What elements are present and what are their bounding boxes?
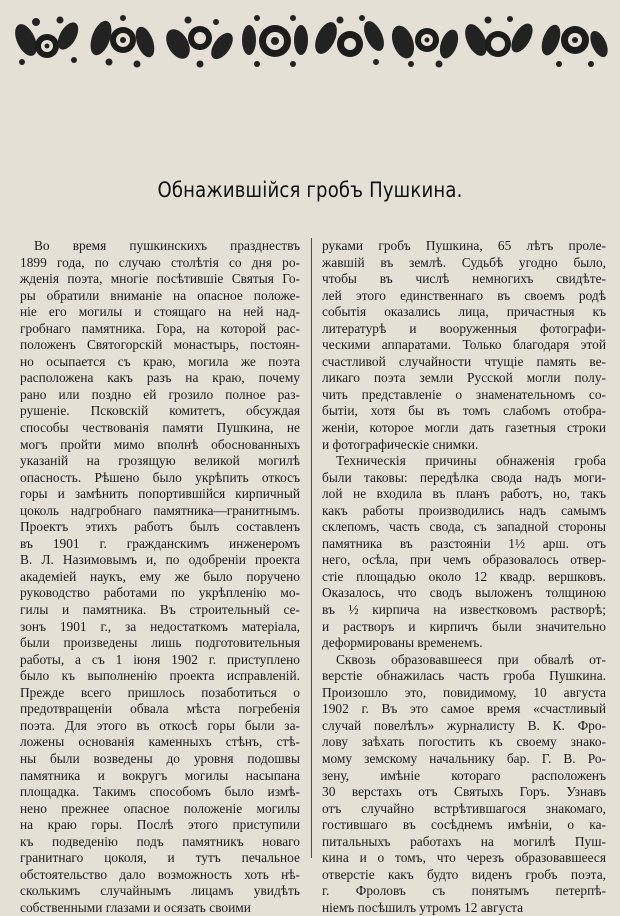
text-line: нено прежнее опасное положеніе могилы <box>20 800 300 816</box>
text-line: какъ работы производились надъ самымъ <box>322 502 606 518</box>
text-line: отъ случайно встрѣтившагося знакомаго, <box>322 800 606 816</box>
text-line: къ подведенію подъ памятникъ новаго <box>20 833 300 849</box>
text-line: Оказалось, что сводъ выложенъ толщиною <box>322 585 606 601</box>
text-line: положенъ Святогорскій монастырь, постоян- <box>20 337 300 353</box>
text-line: предотвращеніи обвала мѣста погребенія <box>20 701 300 717</box>
text-line: событія оказались лица, причастныя къ <box>322 304 606 320</box>
article-column-left <box>20 238 300 916</box>
text-line: Произошло это, повидимому, 10 августа <box>322 684 606 700</box>
floral-ornament-header <box>14 10 608 72</box>
text-line: способы чествованія памяти Пушкина, не <box>20 420 300 436</box>
text-line: ложены основанія каменныхъ стѣнъ, стѣ- <box>20 734 300 750</box>
text-line: руками гробъ Пушкина, 65 лѣтъ проле- <box>322 238 606 253</box>
text-line: женіи, которое могли дать газетныя строки <box>322 420 606 436</box>
text-line: въ ½ кирпича на известковомъ растворѣ; <box>322 602 606 618</box>
article-title: Обнажившійся гробъ Пушкина. <box>157 178 463 202</box>
text-line: гилы и памятника. Въ строительный се- <box>20 602 300 618</box>
text-line: горы и замѣнить попортившійся кирпичный <box>20 486 300 502</box>
text-line: памятника и вокругъ могилы насыпана <box>20 767 300 783</box>
text-line: были таковы: передѣлка свода надъ моги- <box>322 469 606 485</box>
text-line: площадка. Такимъ способомъ было измѣ- <box>20 784 300 800</box>
text-line: отверстіе какъ будто виденъ гробъ поэта, <box>322 866 606 882</box>
text-line: случай повелѣлъ» журналисту В. К. Фро- <box>322 717 606 733</box>
text-line: обстоятельство дало возможность хоть нѣ- <box>20 866 300 882</box>
text-line: было къ выполненію проекта исправленій. <box>20 668 300 684</box>
text-line: поэта. Для этого въ откосѣ горы были за- <box>20 717 300 733</box>
text-line: зену, имѣніе котораго расположенъ <box>322 767 606 783</box>
text-line: но осыпается съ краю, могила же поэта <box>20 353 300 369</box>
text-line: Техническія причины обнаженія гроба <box>336 453 606 469</box>
text-line: чить представленіе о знаменательномъ со- <box>322 386 606 402</box>
text-line: г. Фроловъ съ понятымъ петерпѣ- <box>322 883 606 899</box>
article-column-right <box>322 238 606 916</box>
text-line: Прежде всего пришлось позаботиться о <box>20 684 300 700</box>
text-line: собственными глазами и осязать своими <box>20 899 251 915</box>
text-line: 30 верстахъ отъ Святыхъ Горъ. Узнавъ <box>322 784 606 800</box>
text-line: деформированы временемъ. <box>322 635 483 651</box>
text-line: Сквозь образовавшееся при обвалѣ от- <box>336 651 606 667</box>
text-line: бытіи, хотя бы въ томъ слабомъ отобра- <box>322 403 606 419</box>
text-line: счастливой случайности чтущіе память ве- <box>322 353 606 369</box>
text-line: могъ пройти мимо вполнѣ обоснованныхъ <box>20 436 300 452</box>
text-line: лой не входила въ планъ работъ, но, такъ <box>322 486 606 502</box>
text-line: цоколь надгробнаго памятника—гранитнымъ. <box>20 502 300 518</box>
text-line: него, осѣла, при чемъ образовалось отвер- <box>322 552 606 568</box>
text-line: ніемъ посѣшилъ утромъ 12 августа <box>322 899 524 915</box>
text-line: Во время пушкинскихъ празднествъ <box>34 238 300 253</box>
text-line: 1899 года, по случаю столѣтія со дня ро- <box>20 254 300 270</box>
text-line: и фотографическіе снимки. <box>322 436 479 452</box>
text-line: питальныхъ работахъ на могилѣ Пуш- <box>322 833 606 849</box>
text-line: памятника въ разстояніи 1½ арш. отъ <box>322 535 606 551</box>
column-divider <box>311 238 312 858</box>
text-line: на краю горы. Послѣ этого приступили <box>20 817 300 833</box>
text-line: были произведены лишь подготовительныя <box>20 635 300 651</box>
text-line: стіе площадью около 12 квадр. вершковъ. <box>322 568 606 584</box>
text-line: опасность. Рѣшено было укрѣпить откосъ <box>20 469 300 485</box>
text-line: ческими аппаратами. Только благодаря этой <box>322 337 606 353</box>
text-line: жавшій въ землѣ. Судьбѣ угодно было, <box>322 254 606 270</box>
text-line: и растворъ и кирпичъ были значительно <box>322 618 606 634</box>
text-line: кина и о томъ, что черезъ образовавшееся <box>322 850 606 866</box>
text-line: гранитнаго цоколя, и тутъ печальное <box>20 850 300 866</box>
text-line: гробнаго памятника. Гора, на которой рас- <box>20 320 300 336</box>
text-line: руководство работами по укрѣпленію мо- <box>20 585 300 601</box>
text-line: склепомъ, часть свода, съ западной стороны <box>322 519 606 535</box>
text-line: Проектъ этихъ работъ былъ составленъ <box>20 519 300 535</box>
text-line: рушеніе. Псковскій комитетъ, обсуждая <box>20 403 300 419</box>
text-line: лей этого единственнаго въ своемъ родѣ <box>322 287 606 303</box>
text-line: литературѣ и вооруженныя фотографи- <box>322 320 606 336</box>
text-line: лову заѣхать погостить къ своему знако- <box>322 734 606 750</box>
text-line: гостившаго въ сосѣднемъ имѣніи, о ка- <box>322 817 606 833</box>
text-line: чтобы въ числѣ немногихъ свидѣте- <box>322 271 606 287</box>
text-line: зонъ 1901 г., за недостаткомъ матеріала, <box>20 618 300 634</box>
text-line: мому земскому начальнику бар. Г. В. Ро- <box>322 750 606 766</box>
text-line: ніе его могилы и стоящаго на ней над- <box>20 304 300 320</box>
text-line: В. Л. Назимовымъ и, по одобреніи проекта <box>20 552 300 568</box>
text-line: сколькимъ случайнымъ лицамъ увидѣть <box>20 883 300 899</box>
text-line: работы, а съ 1 іюня 1902 г. приступлено <box>20 651 300 667</box>
text-line: 1902 г. Въ это самое время «счастливый <box>322 701 606 717</box>
text-line: расположена какъ разъ на краю, почему <box>20 370 300 386</box>
text-line: ры обратили вниманіе на опасное положе- <box>20 287 300 303</box>
text-line: рано или поздно ей грозило полное раз- <box>20 386 300 402</box>
text-line: верстіе обнажилась часть гроба Пушкина. <box>322 668 606 684</box>
text-line: ликаго поэта земли Русской могли полу- <box>322 370 606 386</box>
text-line: въ 1901 г. гражданскимъ инженеромъ <box>20 535 300 551</box>
text-line: жденія поэта, многіе посѣтившіе Святыя Го- <box>20 271 300 287</box>
text-line: академіей наукъ, ему же было поручено <box>20 568 300 584</box>
text-line: ны были возведены до уровня подошвы <box>20 750 300 766</box>
text-line: указаній на грозящую великой могилѣ <box>20 453 300 469</box>
